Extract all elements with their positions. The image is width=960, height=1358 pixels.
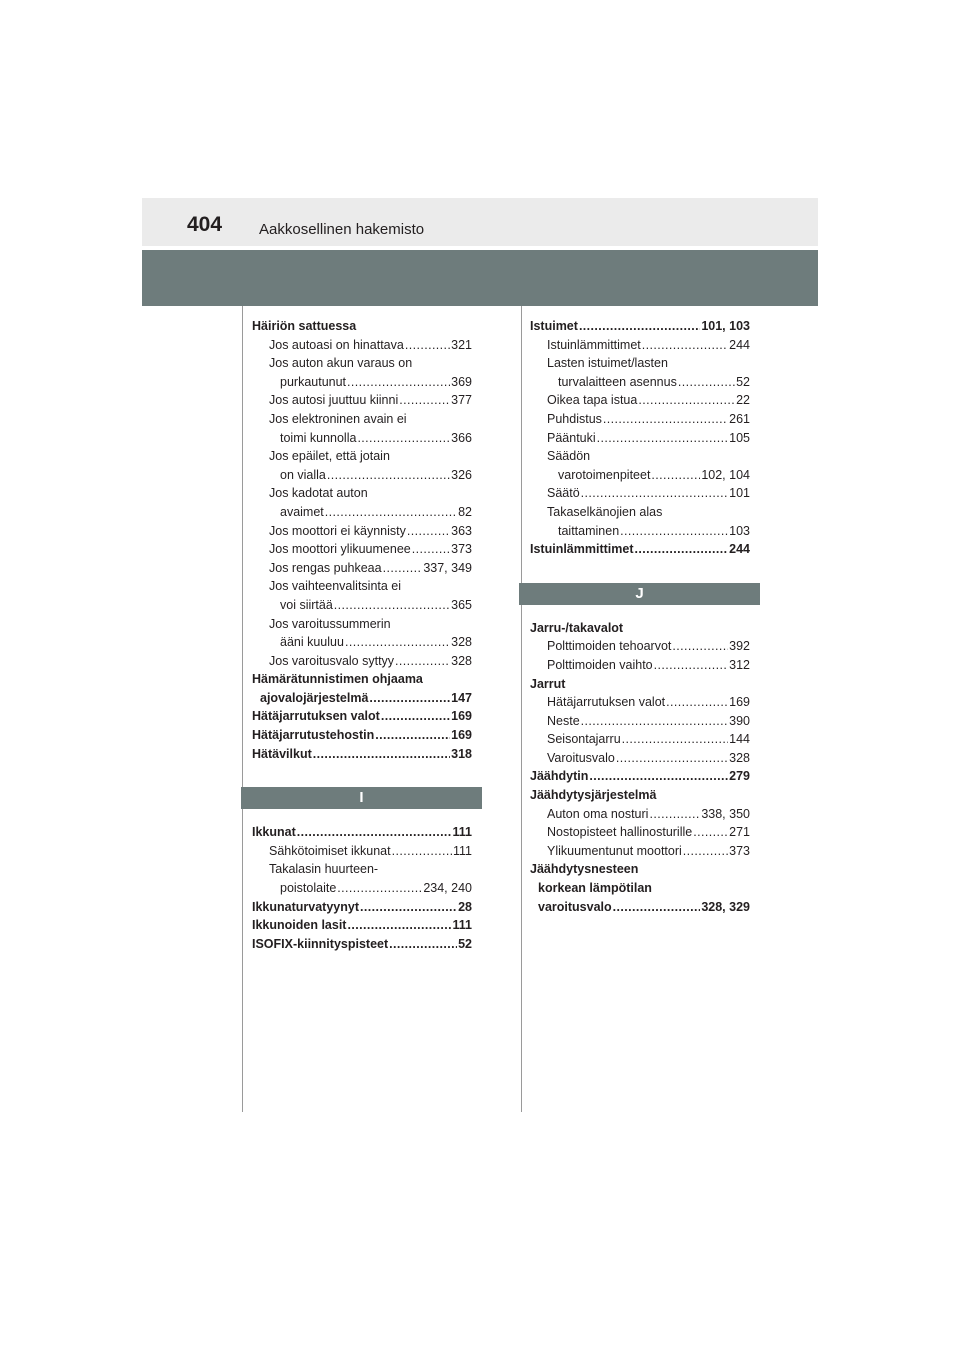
index-entry: Neste ..... 390 — [530, 712, 750, 731]
index-entry: Säätö ..... 101 — [530, 484, 750, 503]
index-entry: toimi kunnolla ..... 366 — [252, 429, 472, 448]
index-heading: Istuinlämmittimet ..... 244 — [530, 540, 750, 559]
index-entry-line1: Jos elektroninen avain ei — [269, 411, 407, 426]
index-entry: Jos autosi juuttuu kiinni ..... 377 — [252, 391, 472, 410]
column-divider-left — [242, 306, 243, 1112]
index-heading: Istuimet ..... 101, 103 — [530, 317, 750, 336]
index-entry: Jos varoitusvalo syttyy ..... 328 — [252, 652, 472, 671]
section-letter-bar: I — [241, 787, 482, 809]
index-entry-line1: Takalasin huurteen- — [269, 862, 379, 877]
index-entry: Puhdistus ..... 261 — [530, 410, 750, 429]
index-heading: Jarru-/takavalot — [530, 620, 624, 635]
index-entry: Jos moottori ei käynnisty ..... 363 — [252, 522, 472, 541]
index-entry: voi siirtää ..... 365 — [252, 596, 472, 615]
index-column-right — [530, 317, 750, 916]
index-entry-line1: Takaselkänojien alas — [547, 504, 663, 519]
index-heading: Ikkunaturvatyynyt ..... 28 — [252, 898, 472, 917]
index-heading: Häiriön sattuessa — [252, 319, 357, 333]
column-divider-right — [521, 306, 522, 1112]
index-entry: poistolaite ..... 234, 240 — [252, 879, 472, 898]
index-heading: ISOFIX-kiinnityspisteet ..... 52 — [252, 935, 472, 954]
index-entry: Seisontajarru ..... 144 — [530, 730, 750, 749]
index-entry: avaimet ..... 82 — [252, 503, 472, 522]
section-letter-bar: J — [519, 583, 760, 605]
index-entry: on vialla ..... 326 — [252, 466, 472, 485]
index-entry: Istuinlämmittimet ..... 244 — [530, 336, 750, 355]
index-heading: Ikkunat ..... 111 — [252, 823, 472, 842]
index-heading: varoitusvalo ..... 328, 329 — [530, 898, 750, 917]
index-entry: Nostopisteet hallinosturille ..... 271 — [530, 823, 750, 842]
index-entry-line1: Jos auton akun varaus on — [269, 356, 413, 371]
index-heading-line1: Hämärätunnistimen ohjaama — [252, 672, 423, 687]
index-heading: Hätäjarrutuksen valot ..... 169 — [252, 707, 472, 726]
index-entry: taittaminen ..... 103 — [530, 522, 750, 541]
index-entry-line1: Säädön — [547, 449, 591, 464]
index-entry: varotoimenpiteet ..... 102, 104 — [530, 466, 750, 485]
index-entry: Polttimoiden tehoarvot ..... 392 — [530, 637, 750, 656]
index-entry-line1: Lasten istuimet/lasten — [547, 356, 668, 371]
index-entry: Polttimoiden vaihto ..... 312 — [530, 656, 750, 675]
index-heading-line2: korkean lämpötilan — [538, 881, 652, 896]
index-entry: Varoitusvalo ..... 328 — [530, 749, 750, 768]
page-title: Aakkosellinen hakemisto — [259, 221, 425, 238]
index-entry: Jos moottori ylikuumenee ..... 373 — [252, 540, 472, 559]
index-entry: Jos autoasi on hinattava ..... 321 — [252, 336, 472, 355]
index-entry: Ylikuumentunut moottori ..... 373 — [530, 842, 750, 861]
index-entry: Auton oma nosturi ..... 338, 350 — [530, 805, 750, 824]
index-column-left — [252, 317, 472, 953]
index-entry: Hätäjarrutuksen valot ..... 169 — [530, 693, 750, 712]
index-heading: Hätäjarrutustehostin ..... 169 — [252, 726, 472, 745]
index-heading: Jäähdytin ..... 279 — [530, 767, 750, 786]
index-entry-line1: Jos vaihteenvalitsinta ei — [269, 579, 402, 594]
page-number: 404 — [187, 213, 223, 236]
header-decoration-bar — [142, 250, 818, 306]
index-heading: Jäähdytysjärjestelmä — [530, 788, 657, 803]
index-entry: purkautunut ..... 369 — [252, 373, 472, 392]
index-entry: Oikea tapa istua ..... 22 — [530, 391, 750, 410]
index-heading: Hätävilkut ..... 318 — [252, 745, 472, 764]
index-entry-line1: Jos kadotat auton — [269, 486, 368, 501]
header-band — [142, 198, 818, 246]
index-entry: turvalaitteen asennus ..... 52 — [530, 373, 750, 392]
index-heading: ajovalojärjestelmä ..... 147 — [252, 689, 472, 708]
index-entry: ääni kuuluu ..... 328 — [252, 633, 472, 652]
index-entry: Pääntuki ..... 105 — [530, 429, 750, 448]
index-entry: Jos rengas puhkeaa ..... 337, 349 — [252, 559, 472, 578]
index-heading: Ikkunoiden lasit ..... 111 — [252, 916, 472, 935]
index-heading: Jarrut — [530, 676, 566, 691]
index-entry: Sähkötoimiset ikkunat ..... 111 — [252, 842, 472, 861]
index-entry-line1: Jos epäilet, että jotain — [269, 449, 390, 464]
index-heading-line1: Jäähdytysnesteen — [530, 862, 639, 877]
index-entry-line1: Jos varoitussummerin — [269, 616, 391, 631]
